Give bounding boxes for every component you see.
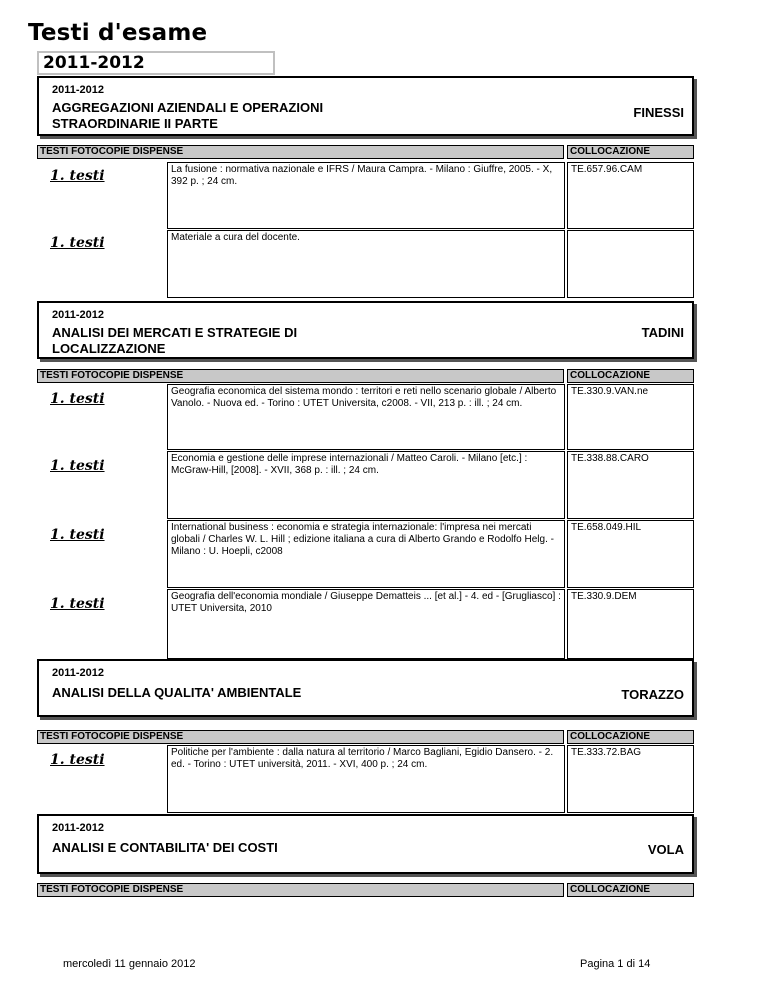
entry-collocation: TE.330.9.VAN.ne: [567, 384, 694, 450]
course-year: 2011-2012: [52, 822, 104, 834]
entry-description: Geografia dell'economia mondiale / Giuseppe Dematteis ... [et al.] - 4. ed - [Grugliasco] : UTET Universita, 2010: [167, 589, 565, 659]
entry-collocation: TE.657.96.CAM: [567, 162, 694, 229]
entry-collocation: TE.333.72.BAG: [567, 745, 694, 813]
entry-description: Materiale a cura del docente.: [167, 230, 565, 298]
table-row: [37, 520, 694, 588]
table-header: [37, 145, 694, 159]
entry-label: 1. testi: [50, 168, 105, 184]
entry-collocation: TE.658.049.HIL: [567, 520, 694, 588]
entry-description: International business : economia e strategia internazionale: l'impresa nei mercati globali / Charles W. L. Hill ; edizione italiana a cura di Alberto Grando e Rodolfo Helg. - Milano : U. Hoepli, c2008: [167, 520, 565, 588]
entry-description: La fusione : normativa nazionale e IFRS / Maura Campra. - Milano : Giuffre, 2005. - X, 392 p. ; 24 cm.: [167, 162, 565, 229]
footer-page-number: Pagina 1 di 14: [580, 958, 651, 970]
course-professor: FINESSI: [633, 105, 684, 120]
table-header: [37, 369, 694, 383]
course-professor: TADINI: [641, 325, 684, 340]
table-row: [37, 162, 694, 229]
table-row: [37, 745, 694, 813]
entry-description: Politiche per l'ambiente : dalla natura al territorio / Marco Bagliani, Egidio Dansero. - 2. ed. - Torino : UTET università, 2011. - XVI, 400 p. ; 24 cm.: [167, 745, 565, 813]
entry-description: Geografia economica del sistema mondo : territori e reti nello scenario globale / Alberto Vanolo. - Nuova ed. - Torino : UTET Universita, c2008. - VII, 213 p. : ill. ; 24 cm.: [167, 384, 565, 450]
course-year: 2011-2012: [52, 84, 104, 96]
course-name: ANALISI DELLA QUALITA' AMBIENTALE: [52, 685, 302, 700]
entry-label: 1. testi: [50, 596, 105, 612]
header-collocazione: COLLOCAZIONE: [567, 883, 694, 897]
footer-date: mercoledì 11 gennaio 2012: [63, 958, 196, 970]
table-header: [37, 883, 694, 897]
page-title: Testi d'esame: [28, 20, 208, 46]
course-professor: TORAZZO: [621, 687, 684, 702]
table-row: [37, 230, 694, 298]
course-header: [37, 301, 694, 359]
year-box: 2011-2012: [37, 51, 275, 75]
header-collocazione: COLLOCAZIONE: [567, 369, 694, 383]
entry-collocation: TE.338.88.CARO: [567, 451, 694, 519]
header-collocazione: COLLOCAZIONE: [567, 145, 694, 159]
course-year: 2011-2012: [52, 667, 104, 679]
course-name: ANALISI DEI MERCATI E STRATEGIE DI LOCALIZZAZIONE: [52, 325, 298, 356]
entry-label: 1. testi: [50, 458, 105, 474]
entry-collocation: [567, 230, 694, 298]
table-row: [37, 589, 694, 659]
entry-label: 1. testi: [50, 752, 105, 768]
table-row: [37, 451, 694, 519]
course-professor: VOLA: [647, 842, 684, 857]
entry-collocation: TE.330.9.DEM: [567, 589, 694, 659]
entry-label: 1. testi: [50, 527, 105, 543]
entry-label: 1. testi: [50, 235, 105, 251]
table-row: [37, 384, 694, 450]
header-testi: TESTI FOTOCOPIE DISPENSE: [37, 883, 564, 897]
course-name: ANALISI E CONTABILITA' DEI COSTI: [52, 840, 278, 855]
course-name: AGGREGAZIONI AZIENDALI E OPERAZIONI STRAORDINARIE II PARTE: [52, 100, 324, 131]
header-testi: TESTI FOTOCOPIE DISPENSE: [37, 730, 564, 744]
entry-description: Economia e gestione delle imprese internazionali / Matteo Caroli. - Milano [etc.] : McGraw-Hill, [2008]. - XVII, 368 p. : ill. ; 24 cm.: [167, 451, 565, 519]
header-testi: TESTI FOTOCOPIE DISPENSE: [37, 145, 564, 159]
course-header: [37, 659, 694, 717]
header-collocazione: COLLOCAZIONE: [567, 730, 694, 744]
course-year: 2011-2012: [52, 309, 104, 321]
header-testi: TESTI FOTOCOPIE DISPENSE: [37, 369, 564, 383]
entry-label: 1. testi: [50, 391, 105, 407]
table-header: [37, 730, 694, 744]
course-header: [37, 76, 694, 136]
course-header: [37, 814, 694, 874]
